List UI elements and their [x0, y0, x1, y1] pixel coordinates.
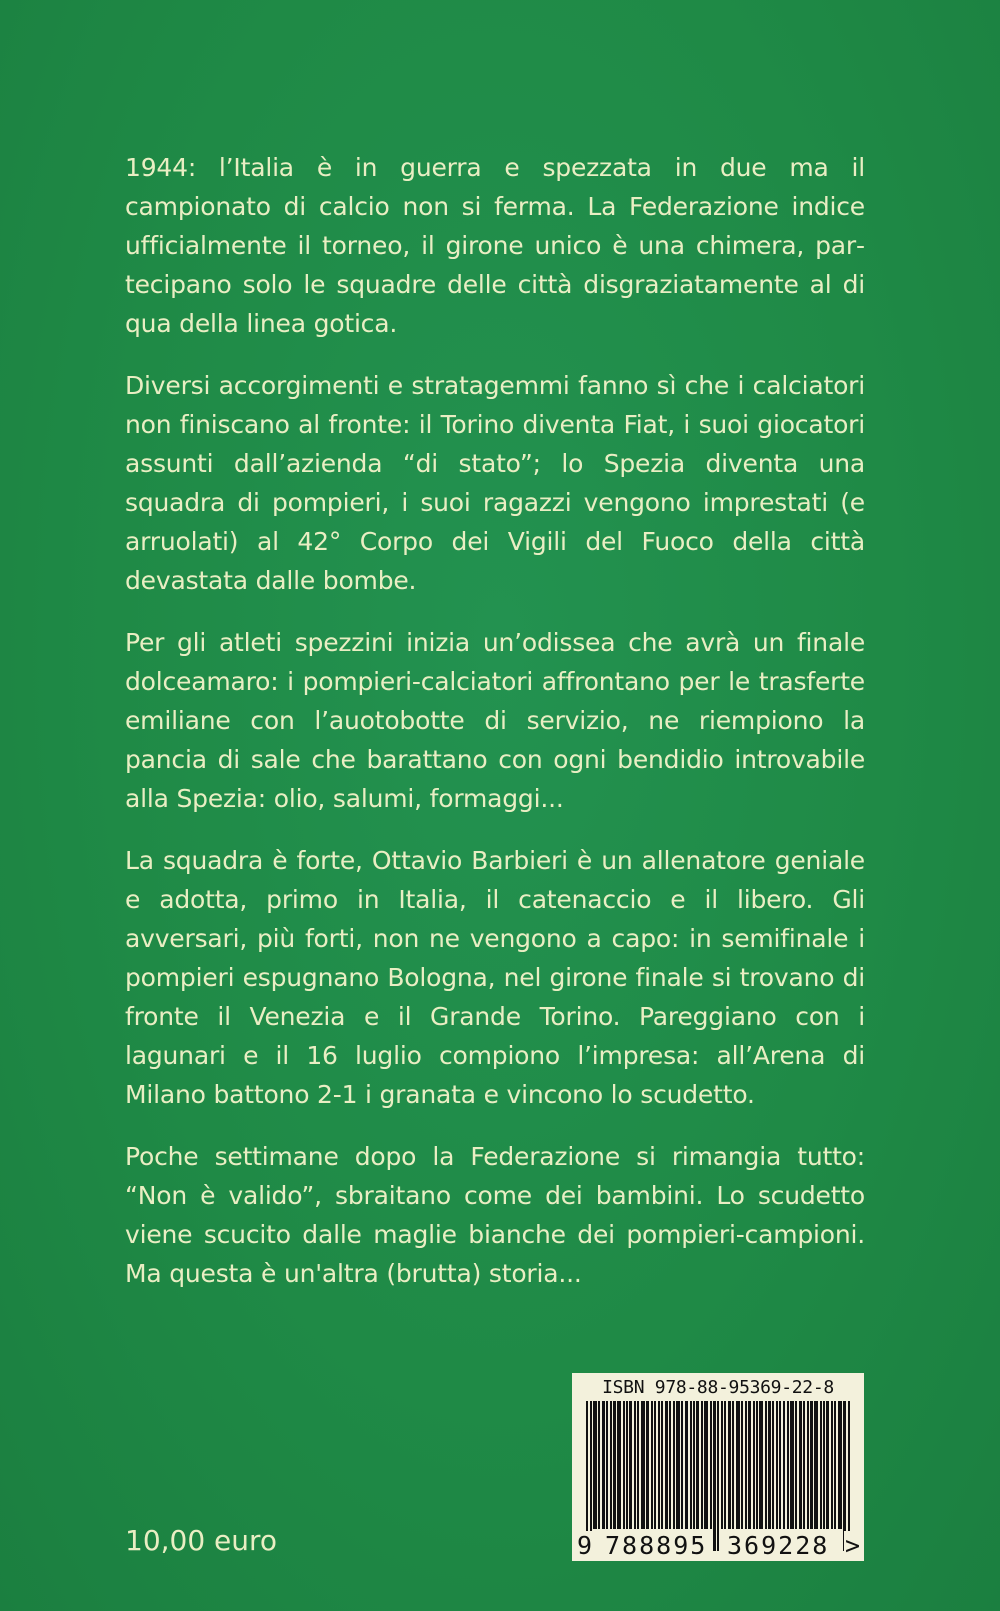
- barcode-bar: [685, 1401, 688, 1529]
- barcode-bar: [629, 1401, 632, 1529]
- isbn-label: ISBN 978-88-95369-22-8: [602, 1377, 834, 1398]
- barcode-bar: [799, 1401, 802, 1529]
- barcode-digits-left: 788895: [605, 1531, 708, 1560]
- barcode-bar: [704, 1401, 708, 1529]
- barcode-bar: [823, 1401, 825, 1529]
- barcode-bar: [590, 1401, 592, 1551]
- barcode-bar: [665, 1401, 668, 1529]
- barcode-bar: [834, 1401, 836, 1529]
- barcode-bar: [732, 1401, 734, 1529]
- barcode-bar: [838, 1401, 842, 1529]
- barcode-bar: [814, 1401, 818, 1529]
- barcode-bar: [795, 1401, 797, 1529]
- barcode-digit-first: 9: [577, 1531, 593, 1560]
- barcode-bar: [673, 1401, 675, 1529]
- barcode-bar: [661, 1401, 663, 1529]
- barcode-bars-icon: [584, 1401, 852, 1551]
- blurb-paragraph-3: Per gli atleti spezzini inizia un’odissea che avrà un finale dolceamaro: i pompieri-calciatori affrontano per le trasferte emiliane con l’auotobotte di servizio, ne riempiono la pancia di sale che barattano con ogni bendidio introvabile alla Spezia: olio, salumi, formaggi...: [125, 628, 865, 813]
- barcode-bar: [681, 1401, 683, 1529]
- barcode-bar: [669, 1401, 671, 1529]
- barcode-bar: [713, 1401, 716, 1551]
- barcode-bar: [831, 1401, 833, 1529]
- barcode-bar: [606, 1401, 608, 1529]
- barcode-bar: [787, 1401, 789, 1529]
- barcode-bar: [848, 1401, 850, 1551]
- barcode-bar: [693, 1401, 695, 1529]
- barcode-bar: [748, 1401, 751, 1529]
- barcode-bar: [602, 1401, 605, 1529]
- isbn-barcode: [572, 1373, 864, 1561]
- blurb-text: [125, 148, 865, 1316]
- barcode-bar: [783, 1401, 785, 1529]
- barcode-bar: [826, 1401, 829, 1529]
- barcode-bar: [820, 1401, 822, 1529]
- barcode-bar: [768, 1401, 771, 1529]
- barcode-bar: [623, 1401, 625, 1529]
- barcode-bar: [710, 1401, 712, 1529]
- blurb-paragraph-5: Poche settimane dopo la Federazione si rimangia tutto: “Non è valido”, sbraitano come dei bambini. Lo scudetto viene scucito dalle maglie bianche dei pompieri-campioni. Ma questa è un'altra (brutta) storia...: [125, 1142, 865, 1288]
- barcode-bar: [724, 1401, 726, 1529]
- barcode-bar: [790, 1401, 794, 1529]
- barcode-bar: [765, 1401, 767, 1529]
- barcode-bar: [810, 1401, 813, 1529]
- blurb-paragraph-4: La squadra è forte, Ottavio Barbieri è un allenatore geniale e adotta, primo in Italia, il catenaccio e il libero. Gli avversari, più forti, non ne vengono a capo: in semifinale i pompieri espugnano Bologna, nel girone finale si trovano di fronte il Venezia e il Grande Torino. Pareggiano con i lagunari e il 16 luglio compiono l’impresa: all’Arena di Milano battono 2-1 i granata e vincono lo scudetto.: [125, 846, 865, 1109]
- barcode-bar: [772, 1401, 774, 1529]
- barcode-bar: [676, 1401, 680, 1529]
- barcode-bar: [759, 1401, 763, 1529]
- barcode-bar: [756, 1401, 758, 1529]
- barcode-bar: [696, 1401, 699, 1529]
- barcode-bar: [637, 1401, 639, 1529]
- barcode-bar: [690, 1401, 692, 1529]
- barcode-bar: [717, 1401, 719, 1551]
- barcode-bar: [641, 1401, 645, 1529]
- barcode-bar: [610, 1401, 612, 1529]
- barcode-bar: [701, 1401, 703, 1529]
- barcode-bar: [803, 1401, 805, 1529]
- barcode-bar: [634, 1401, 636, 1529]
- barcode-bar: [598, 1401, 600, 1529]
- barcode-bar: [843, 1401, 846, 1551]
- barcode-bar: [646, 1401, 649, 1529]
- barcode-bar: [753, 1401, 755, 1529]
- barcode-bar: [651, 1401, 653, 1529]
- barcode-bar: [807, 1401, 809, 1529]
- barcode-bar: [745, 1401, 747, 1529]
- barcode-bar: [626, 1401, 628, 1529]
- blurb-paragraph-2: Diversi accorgimenti e stratagemmi fanno sì che i calciatori non finiscano al fronte: il Torino diventa Fiat, i suoi giocatori assunti dall’azienda “di stato”; lo Spezia diventa una squadra di pompieri, i suoi ragazzi vengono imprestati (e arruolati) al 42° Corpo dei Vigili del Fuoco della città devastata dalle bombe.: [125, 371, 865, 595]
- barcode-quiet-mark: >: [845, 1531, 861, 1560]
- barcode-bar: [779, 1401, 781, 1529]
- barcode-bar: [593, 1401, 597, 1529]
- barcode-bar: [654, 1401, 656, 1529]
- barcode-bar: [776, 1401, 778, 1529]
- barcode-bar: [721, 1401, 723, 1529]
- barcode-bar: [736, 1401, 740, 1529]
- barcode-digits-right: 369228: [727, 1531, 830, 1560]
- barcode-bar: [617, 1401, 621, 1529]
- barcode-bar: [728, 1401, 731, 1529]
- barcode-bar: [586, 1401, 588, 1551]
- price-label: 10,00 euro: [125, 1524, 278, 1557]
- barcode-bar: [658, 1401, 660, 1529]
- blurb-paragraph-1: 1944: l’Italia è in guerra e spezzata in due ma il campionato di calcio non si ferma. La Federazione indice ufficialmente il torneo, il girone unico è una chimera, partecipano solo le squadre delle città disgraziatamente al di qua della linea gotica.: [125, 153, 865, 338]
- barcode-bar: [613, 1401, 616, 1529]
- barcode-bar: [741, 1401, 743, 1529]
